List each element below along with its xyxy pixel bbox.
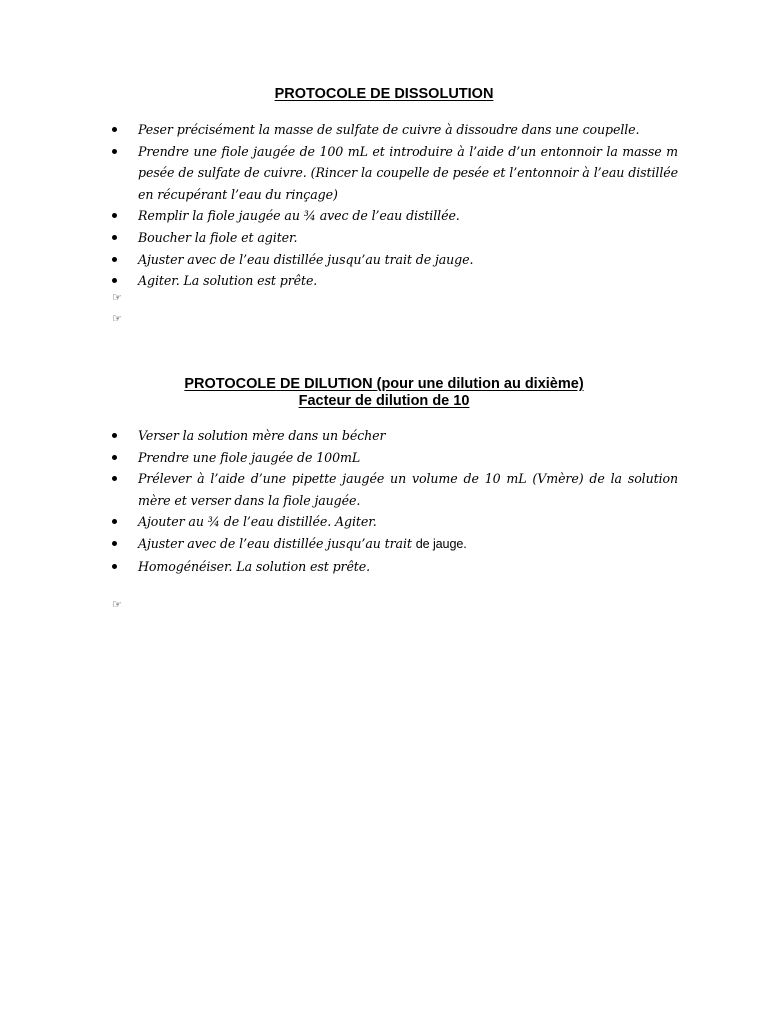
- dilution-title-main: PROTOCOLE DE DILUTION: [184, 376, 373, 392]
- dilution-title: [90, 376, 678, 392]
- list-item: Agiter. La solution est prête.: [112, 270, 678, 292]
- pointing-hand-icon: ☞: [112, 312, 122, 325]
- list-item: Prendre une fiole jaugée de 100mL: [112, 447, 678, 469]
- dissolution-title: PROTOCOLE DE DISSOLUTION: [274, 86, 494, 102]
- bullet-icon: [112, 541, 117, 546]
- list-item: Boucher la fiole et agiter.: [112, 227, 678, 249]
- bullet-icon: [112, 476, 117, 481]
- pointing-hand-icon: ☞: [112, 598, 122, 611]
- list-item: Ajuster avec de l’eau distillée jusqu’au trait de jauge.: [112, 533, 678, 556]
- list-item: Verser la solution mère dans un bécher: [112, 425, 678, 447]
- list-item: Remplir la fiole jaugée au ¾ avec de l’eau distillée.: [112, 205, 678, 227]
- dilution-subtitle: Facteur de dilution de 10: [298, 393, 470, 409]
- list-item: Ajouter au ¾ de l’eau distillée. Agiter.: [112, 511, 678, 533]
- list-item: Prélever à l’aide d’une pipette jaugée un volume de 10 mL (Vmère) de la solution mère et verser dans la fiole jaugée.: [112, 468, 678, 511]
- list-item: Peser précisément la masse de sulfate de cuivre à dissoudre dans une coupelle.: [112, 119, 678, 141]
- bullet-icon: [112, 257, 117, 262]
- bullet-icon: [112, 235, 117, 240]
- bullet-icon: [112, 519, 117, 524]
- bullet-icon: [112, 433, 117, 438]
- list-item: Prendre une fiole jaugée de 100 mL et introduire à l’aide d’un entonnoir la masse m pesée de sulfate de cuivre. (Rincer la coupelle de pesée et l’entonnoir à l’eau distillée en récupérant l’eau du rinçage): [112, 141, 678, 206]
- bullet-icon: [112, 213, 117, 218]
- bullet-icon: [112, 149, 117, 154]
- bullet-icon: [112, 127, 117, 132]
- bullet-icon: [112, 564, 117, 569]
- bullet-icon: [112, 278, 117, 283]
- dilution-steps: [112, 425, 678, 577]
- pointing-hand-icon: ☞: [112, 291, 122, 304]
- list-item: Ajuster avec de l’eau distillée jusqu’au trait de jauge.: [112, 249, 678, 271]
- dilution-title-paren: (pour une dilution au dixième): [376, 376, 584, 392]
- list-item: Homogénéiser. La solution est prête.: [112, 556, 678, 578]
- dissolution-steps: [112, 119, 678, 292]
- bullet-icon: [112, 455, 117, 460]
